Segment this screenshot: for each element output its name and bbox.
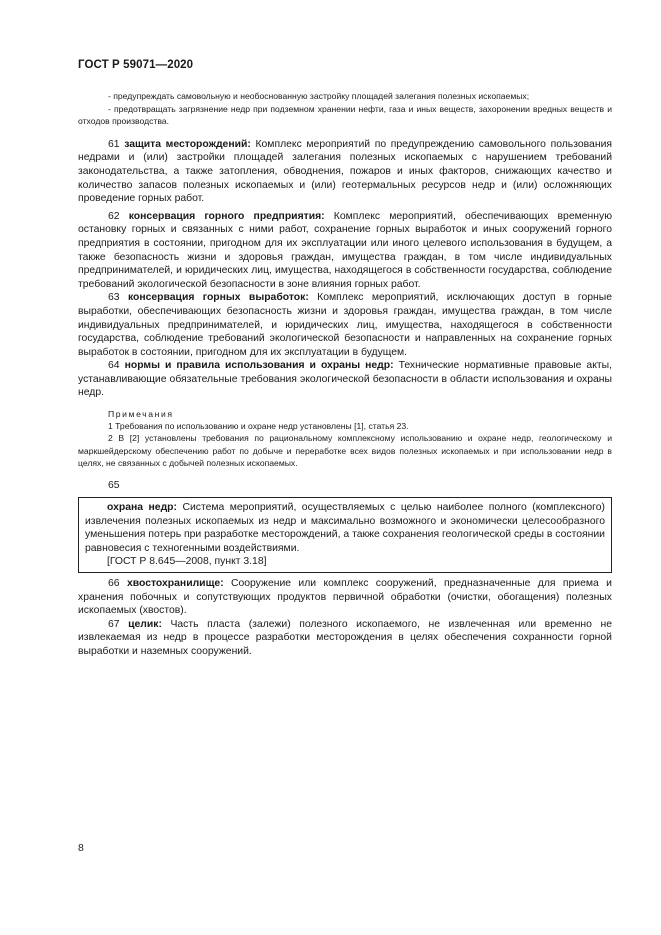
source-reference: [ГОСТ Р 8.645—2008, пункт 3.18] bbox=[107, 556, 267, 568]
term-title: консервация горного предприятия: bbox=[128, 210, 325, 222]
list-item: - предотвращать загрязнение недр при подземном хранении нефти, газа и иных веществ, захоронении вредных веществ и отходов производства. bbox=[78, 103, 612, 127]
document-header: ГОСТ Р 59071—2020 bbox=[78, 59, 194, 71]
term-number: 61 bbox=[108, 138, 120, 150]
list-item: - предупреждать самовольную и необоснованную застройку площадей залегания полезных ископаемых; bbox=[108, 91, 530, 101]
term-definition: Система мероприятий, осуществляемых с целью наиболее полного (комплексного) извлечения полезных ископаемых из недр и максимально возможного и экономически целесообразного уменьшения потерь при разработке месторождений, а также сохранения геологической среды в состоянии равновесия с техногенными воздействиями. bbox=[85, 502, 605, 554]
term-entry-64 bbox=[78, 359, 612, 400]
note-item: 2 В [2] установлены требования по рациональному комплексному использованию и охране недр, геологическому и маркшейдерскому обеспечению работ по добыче и переработке всех видов полезных ископаемых и при использовании недр в целях, не связанных с добычей полезных ископаемых. bbox=[78, 433, 612, 468]
term-title: консервация горных выработок: bbox=[127, 292, 309, 304]
intro-list bbox=[78, 90, 612, 128]
term-title: охрана недр: bbox=[107, 502, 177, 514]
term-definition: Комплекс мероприятий, обеспечивающих временную остановку горных и связанных с ними работ, сохранение горных выработок и иных сооружений горного предприятия в состоянии, пригодном для их эксплуатации или иного целевого использования в будущем, а также безопасность жизни и здоровья граждан, имущества граждан, в том числе индивидуальных предпринимателей, и юридических лиц, имущества, находящегося в собственности государства, соблюдение требований экологической безопасности в зоне влияния горных работ. bbox=[78, 210, 613, 290]
term-definition: Часть пласта (залежи) полезного ископаемого, не извлеченная или временно не извлекаемая из недр в процессе разработки месторождения в целях обеспечения сохранности горной выработки и наземных сооружений. bbox=[78, 618, 612, 658]
term-title: целик: bbox=[128, 618, 162, 630]
term-entry-67 bbox=[78, 618, 612, 659]
term-entry-66 bbox=[78, 577, 612, 618]
note-item: 1 Требования по использованию и охране недр установлены [1], статья 23. bbox=[108, 421, 409, 432]
term-definition: Комплекс мероприятий, исключающих доступ в горные выработки, обеспечивающих безопасность жизни и здоровья граждан, имущества граждан, в том числе индивидуальных предпринимателей, и юридических лиц, имущества, находящегося в собственности государства, соблюдение требований экологической безопасности и направленных на сохранение горных выработок в состоянии, пригодном для их эксплуатации в будущем. bbox=[78, 292, 613, 358]
term-number: 64 bbox=[108, 360, 120, 372]
term-title: хвостохранилище: bbox=[126, 578, 224, 590]
notes-title: Примечания bbox=[108, 409, 174, 420]
term-definition: Комплекс мероприятий по предупреждению самовольного пользования недрами и (или) застройки площадей залегания полезных ископаемых с нарушением требований законодательства, а также затопления, обводнения, пожаров и иных факторов, снижающих качество и количество запасов полезных ископаемых и (или) геотермальных ресурсов недр и (или) осложняющих проведение горных работ. bbox=[78, 138, 612, 205]
term-definition: Сооружение или комплекс сооружений, предназначенные для приема и хранения побочных и сопутствующих продуктов первичной обработки (очистки, обогащения) полезных ископаемых (хвостов). bbox=[78, 578, 612, 617]
term-number: 63 bbox=[108, 292, 120, 304]
notes-block bbox=[78, 408, 612, 469]
term-definition: Технические нормативные правовые акты, устанавливающие обязательные требования экологической безопасности в области использования и охраны недр. bbox=[78, 360, 612, 399]
page-number: 8 bbox=[78, 843, 84, 854]
term-entry-62 bbox=[78, 210, 612, 292]
term-number: 62 bbox=[108, 210, 120, 222]
document-body bbox=[78, 90, 612, 659]
term-number-65: 65 bbox=[108, 480, 120, 492]
term-entry-65-box bbox=[78, 497, 612, 573]
term-entry-63 bbox=[78, 291, 612, 359]
term-title: защита месторождений: bbox=[124, 138, 251, 150]
term-entry-61 bbox=[78, 138, 612, 206]
term-entry-65 bbox=[85, 501, 605, 555]
term-number: 67 bbox=[108, 618, 120, 630]
term-title: нормы и правила использования и охраны недр: bbox=[124, 360, 394, 372]
term-number: 66 bbox=[108, 578, 120, 590]
